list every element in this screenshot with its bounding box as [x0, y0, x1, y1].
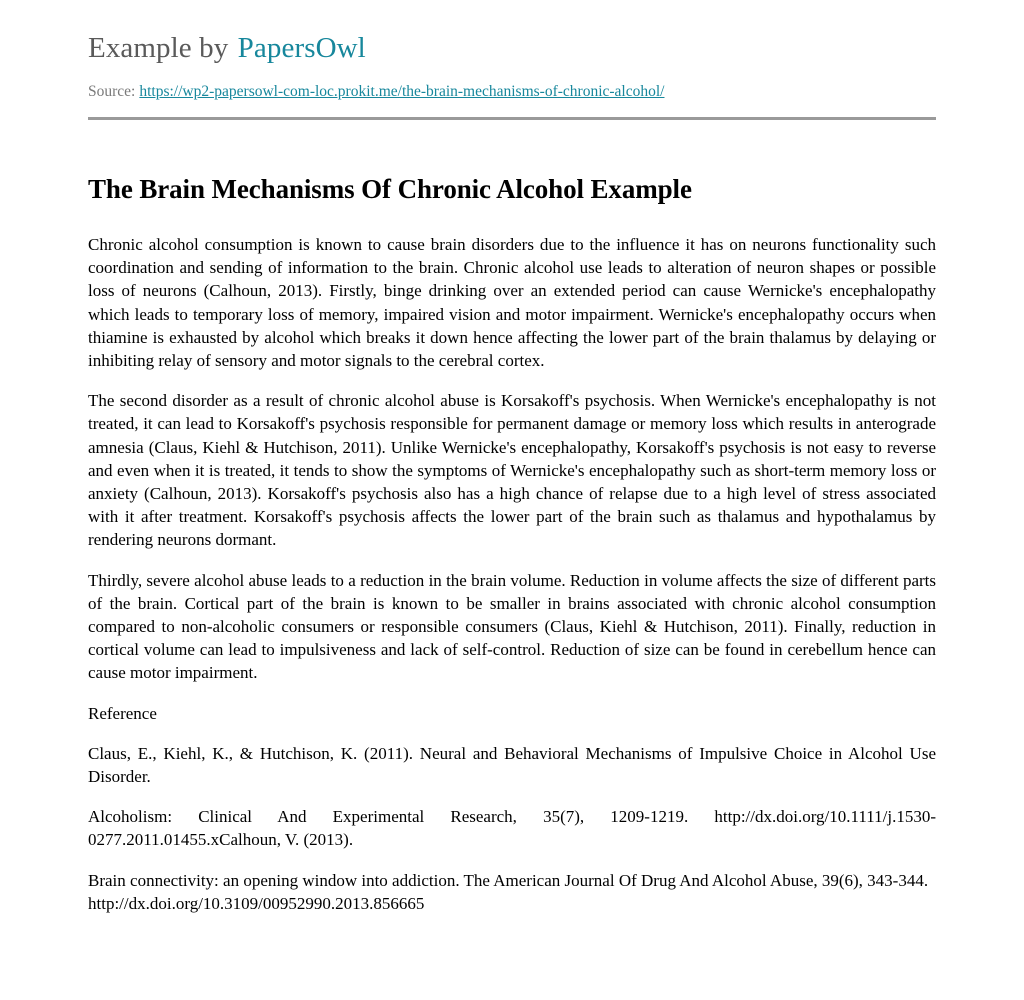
body-paragraph: Chronic alcohol consumption is known to cause brain disorders due to the influence it has on neurons functionality such coordination and sending of information to the brain. Chronic alcohol use leads to alteration of neuron shapes or possible loss of neurons (Calhoun, 2013). Firstly, binge drinking over an extended period can cause Wernicke's encephalopathy which leads to temporary loss of memory, impaired vision and motor impairment. Wernicke's encephalopathy occurs when thiamine is exhausted by alcohol which breaks it down hence affecting the lower part of the brain thalamus by delaying or inhibiting relay of sensory and motor signals to the cerebral cortex. [88, 235, 936, 371]
source-label: Source: [88, 83, 136, 100]
brand-prefix-text: Example by [88, 32, 236, 64]
document-page [88, 0, 936, 915]
reference-heading: Reference [88, 703, 157, 723]
header-divider [88, 117, 936, 120]
reference-entry: Brain connectivity: an opening window into addiction. The American Journal Of Drug And Alcohol Abuse, 39(6), 343-344. http://dx.doi.org/10.3109/00952990.2013.856665 [88, 870, 929, 913]
brand-name-text: PapersOwl [237, 32, 366, 64]
page-title: The Brain Mechanisms Of Chronic Alcohol Example [88, 174, 692, 204]
reference-entry: Alcoholism: Clinical And Experimental Research, 35(7), 1209-1219. http://dx.doi.org/10.1111/j.1530-0277.2011.01455.xCalhoun, V. (2013). [88, 807, 936, 850]
source-url-link[interactable]: https://wp2-papersowl-com-loc.prokit.me/the-brain-mechanisms-of-chronic-alcohol/ [139, 83, 665, 100]
brand-heading [88, 30, 936, 66]
body-paragraph: Thirdly, severe alcohol abuse leads to a reduction in the brain volume. Reduction in volume affects the size of different parts of the brain. Cortical part of the brain is known to be smaller in brains associated with chronic alcohol consumption compared to non-alcoholic consumers or responsible consumers (Claus, Kiehl & Hutchison, 2011). Finally, reduction in cortical volume can lead to impulsiveness and lack of self-control. Reduction of size can be found in cerebellum hence can cause motor impairment. [88, 570, 936, 683]
source-line [88, 81, 936, 103]
body-paragraph: The second disorder as a result of chronic alcohol abuse is Korsakoff's psychosis. When Wernicke's encephalopathy is not treated, it can lead to Korsakoff's psychosis responsible for permanent damage or memory loss which results in anterograde amnesia (Claus, Kiehl & Hutchison, 2011). Unlike Wernicke's encephalopathy, Korsakoff's psychosis is not easy to reverse and even when it is treated, it tends to show the symptoms of Wernicke's encephalopathy such as short-term memory loss or anxiety (Calhoun, 2013). Korsakoff's psychosis also has a high chance of relapse due to a high level of stress associated with it after treatment. Korsakoff's psychosis affects the lower part of the brain such as thalamus and hypothalamus by rendering neurons dormant. [88, 391, 936, 550]
reference-entry: Claus, E., Kiehl, K., & Hutchison, K. (2011). Neural and Behavioral Mechanisms of Impulsive Choice in Alcohol Use Disorder. [88, 743, 936, 787]
article-body [88, 233, 936, 915]
